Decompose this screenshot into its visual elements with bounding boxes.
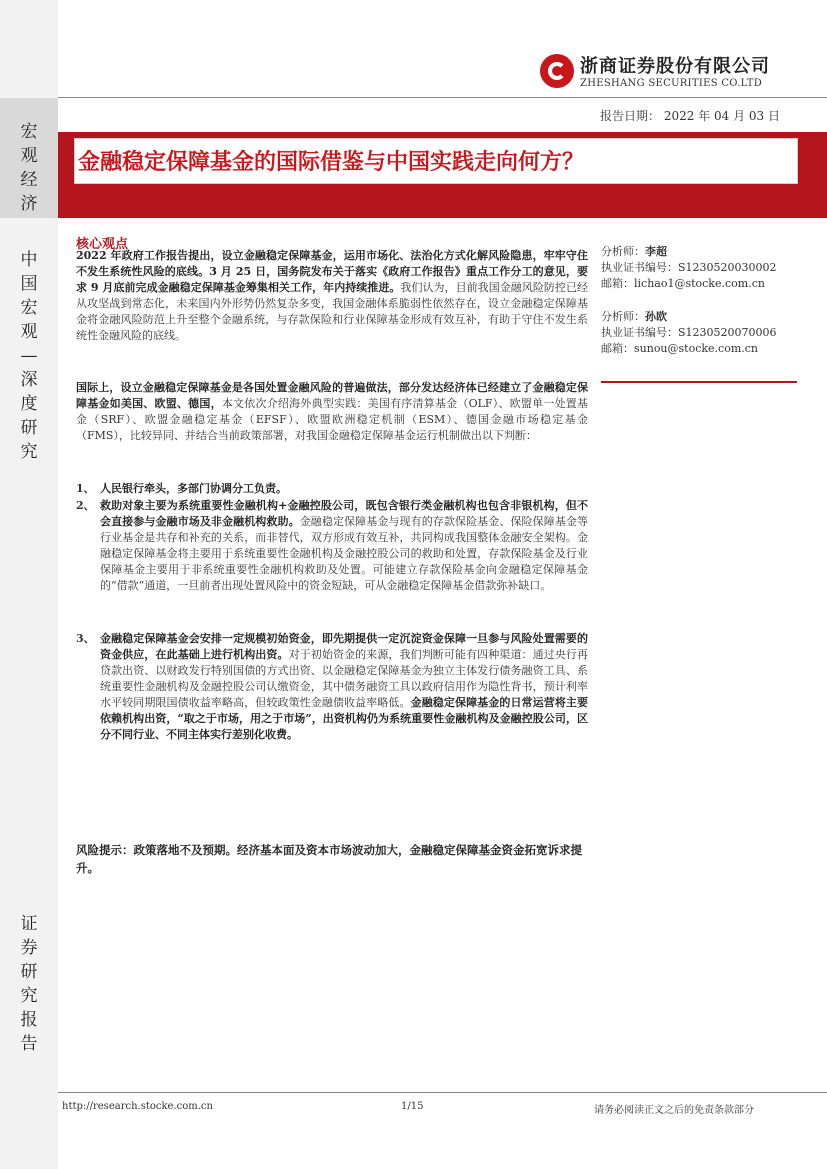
core-paragraph-2-text: 本文依次介绍海外典型实践：美国有序清算基金（OLF）、欧盟单一处置基金（SRF）、欧盟金融稳定基金（EFSF）、欧盟欧洲稳定机制（ESM）、德国金融市场稳定基金（FMS），比较异同、并结合当前政策部署，对我国金融稳定保障基金运行机制做出以下判断： [76, 397, 589, 442]
sidebar-report-type-label [0, 912, 58, 1056]
analyst-card-1 [601, 244, 777, 292]
core-paragraph-2 [76, 380, 588, 444]
company-logo [540, 52, 770, 89]
sidebar-char: 观 [20, 322, 38, 342]
core-paragraph-1 [76, 248, 588, 344]
sidebar-char: — [20, 346, 38, 366]
email-label: 邮箱： [601, 277, 634, 290]
judgement-item-3 [76, 631, 588, 743]
date-label: 报告日期： [600, 109, 661, 123]
date-value: 2022 年 04 月 03 日 [663, 109, 780, 123]
sidebar-char: 宏 [20, 298, 38, 318]
sidebar-char: 证 [20, 914, 38, 934]
sidebar-char: 济 [20, 194, 38, 214]
judgement-item-2 [76, 498, 588, 594]
header-rule [58, 97, 827, 98]
sidebar-char: 研 [20, 962, 38, 982]
email-label: 邮箱： [601, 342, 634, 355]
judgement-number: 3、 [76, 632, 95, 645]
footer-disclaimer: 请务必阅读正文之后的免责条款部分 [594, 1105, 754, 1116]
analyst-name: 孙欧 [645, 310, 667, 323]
judgement-text: 金融稳定保障基金与现有的存款保险基金、保险保障基金等行业基金是共存和补充的关系，而非替代，双方形成有效互补，共同构成我国整体金融安全架构。金融稳定保障基金将主要用于系统重要性金融机构及金融控股公司的救助和处置，存款保险基金及行业保障基金主要用于非系统重要性金融机构救助及处置。可能建立存款保险基金向金融稳定保障基金的“借款”通道，一旦前者出现处置风险中的资金短缺，可从金融稳定保障基金借款弥补缺口。 [100, 515, 589, 592]
sidebar-char: 国 [20, 274, 38, 294]
judgement-number: 2、 [76, 499, 95, 512]
judgement-bold: 人民银行牵头，多部门协调分工负责。 [100, 482, 287, 495]
judgement-text: 对于初始资金的来源，我们判断可能有四种渠道：通过央行再贷款出资、以财政发行特别国债的方式出资、以金融稳定保障基金为独立主体发行债务融资工具、系统重要性金融机构及金融控股公司认缴资金，其中债务融资工具以政府信用作为隐性背书，预计利率水平较同期限国债收益率略高，但较政策性金融债收益率略低。 [100, 648, 589, 709]
judgement-bold: 金融稳定保障基金会安排一定规模初始资金，即先期提供一定沉淀资金保障一旦参与风险处置需要的资金供应，在此基础上进行机构出资。 [100, 632, 588, 661]
cert-label: 执业证书编号： [601, 261, 678, 274]
sidebar-char: 深 [20, 370, 38, 390]
analyst-email[interactable]: sunou@stocke.com.cn [634, 342, 758, 355]
sidebar-char: 中 [20, 250, 38, 270]
report-date [600, 107, 780, 124]
cert-label: 执业证书编号： [601, 326, 678, 339]
sidebar-char: 经 [20, 170, 38, 190]
analyst-email[interactable]: lichao1@stocke.com.cn [634, 277, 765, 290]
sidebar-series-label [0, 248, 58, 464]
judgement-number: 1、 [76, 482, 95, 495]
analyst-label: 分析师： [601, 310, 645, 323]
analyst-label: 分析师： [601, 245, 645, 258]
company-name-en: ZHESHANG SECURITIES CO.LTD [580, 78, 763, 89]
sidebar-char: 报 [20, 1010, 38, 1030]
footer-url[interactable]: http://research.stocke.com.cn [62, 1101, 213, 1112]
core-paragraph-2-bold: 国际上，设立金融稳定保障基金是各国处置金融风险的普遍做法，部分发达经济体已经建立了金融稳定保障基金如美国、欧盟、德国， [76, 381, 588, 410]
company-name-cn: 浙商证券股份有限公司 [580, 56, 770, 77]
sidebar-char: 宏 [20, 122, 38, 142]
sidebar-char: 研 [20, 418, 38, 438]
sidebar-char: 告 [20, 1034, 38, 1054]
logo-icon [540, 54, 574, 88]
risk-warning: 风险提示：政策落地不及预期。经济基本面及资本市场波动加大，金融稳定保障基金资金拓宽诉求提升。 [76, 843, 582, 875]
page-number: 1/15 [401, 1101, 424, 1112]
sidebar-char: 度 [20, 394, 38, 414]
analyst-card-2 [601, 309, 777, 357]
cert-number: S1230520070006 [678, 326, 777, 339]
core-paragraph-1-bold: 2022 年政府工作报告提出，设立金融稳定保障基金，运用市场化、法治化方式化解风险隐患，牢牢守住不发生系统性风险的底线。3 月 25 日，国务院发布关于落实《政府工作报告》重点工作分工的意见，要求 9 月底前完成金融稳定保障基金筹集相关工作，年内持续推进。 [76, 249, 588, 294]
sidebar-char: 究 [20, 442, 38, 462]
judgement-bold-2: 金融稳定保障基金的日常运营将主要依赖机构出资，“取之于市场，用之于市场”，出资机构仍为系统重要性金融机构及金融控股公司，区分不同行业、不同主体实行差别化收费。 [100, 696, 589, 741]
sidebar-char: 究 [20, 986, 38, 1006]
judgement-item-1 [76, 481, 588, 497]
sidebar-char: 观 [20, 146, 38, 166]
page-title: 金融稳定保障基金的国际借鉴与中国实践走向何方？ [78, 150, 585, 175]
judgement-bold: 救助对象主要为系统重要性金融机构+金融控股公司，既包含银行类金融机构也包含非银机构，但不会直接参与金融市场及非金融机构救助。 [100, 499, 588, 528]
analyst-name: 李超 [645, 245, 667, 258]
core-viewpoint-heading: 核心观点 [76, 237, 129, 252]
footer-rule [58, 1092, 827, 1093]
cert-number: S1230520030002 [678, 261, 777, 274]
sidebar-char: 券 [20, 938, 38, 958]
sidebar-category-label [0, 120, 58, 216]
analyst-divider [601, 381, 797, 383]
core-paragraph-1-text: 我们认为，目前我国金融风险防控已经从攻坚战到常态化，未来国内外形势仍然复杂多变，我国金融体系脆弱性依然存在，设立金融稳定保障基金将金融风险防范上升至整个金融系统，与存款保险和行业保障基金形成有效互补，有助于守住不发生系统性金融风险的底线。 [76, 281, 589, 342]
